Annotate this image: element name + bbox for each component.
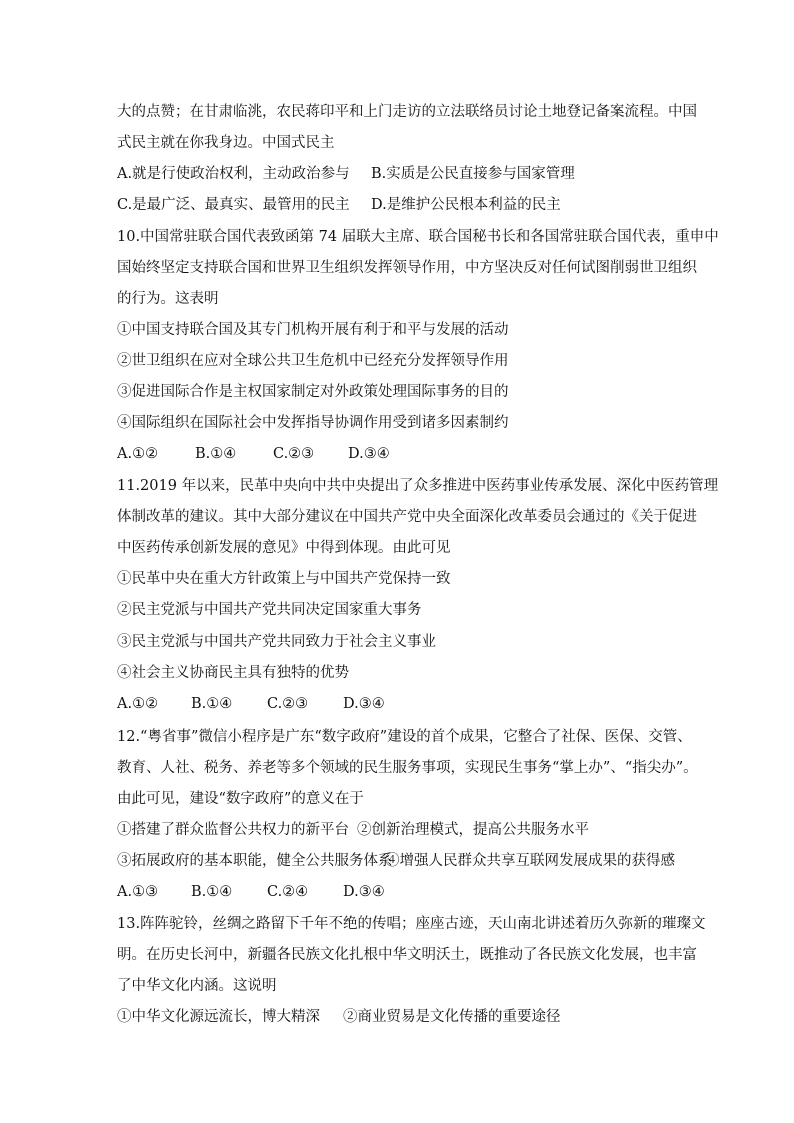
q10-stem-line: 的行为。这表明 [117, 291, 219, 307]
q12-item: ③拓展政府的基本职能，健全公共服务体系 [117, 853, 393, 869]
q13-item: ②商业贸易是文化传播的重要途径 [343, 1009, 561, 1025]
q9-option-c: C.是最广泛、最真实、最管用的民主 [117, 197, 350, 213]
q10-stem-line: 10.中国常驻联合国代表致函第 74 届联大主席、联合国秘书长和各国常驻联合国代表，重申中 [117, 229, 719, 245]
q13-items-row [117, 1007, 561, 1027]
q10-option-b: B.①④ [195, 446, 237, 462]
q12-options-row [117, 882, 385, 902]
q11-stem-line: 中医药传承创新发展的意见》中得到体现。由此可见 [117, 540, 451, 556]
q12-stem-line: 教育、人社、税务、养老等多个领域的民生服务事项，实现民生事务“掌上办”、“指尖办”。 [117, 760, 698, 776]
q11-item: ③民主党派与中国共产党共同致力于社会主义事业 [117, 634, 436, 650]
q12-item: ④增强人民群众共享互联网发展成果的获得感 [385, 853, 675, 869]
q9-options-row [117, 195, 561, 215]
q9-option-b: B.实质是公民直接参与国家管理 [371, 166, 575, 182]
q13-stem-line: 明。在历史长河中，新疆各民族文化扎根中华文明沃土，既推动了各民族文化发展，也丰富 [117, 947, 697, 963]
q11-options-row [117, 694, 385, 714]
q13-item: ①中华文化源远流长，博大精深 [117, 1009, 320, 1025]
q12-item: ①搭建了群众监督公共权力的新平台 [117, 822, 349, 838]
q11-item: ④社会主义协商民主具有独特的优势 [117, 665, 349, 681]
q11-stem-line: 体制改革的建议。其中大部分建议在中国共产党中央全面深化改革委员会通过的《关于促进 [117, 509, 697, 525]
q11-option-a: A.①② [117, 696, 159, 712]
q12-option-a: A.①③ [117, 884, 159, 900]
q9-options-row [117, 164, 575, 184]
q12-stem-line: 由此可见，建设“数字政府”的意义在于 [117, 791, 364, 807]
q10-options-row [117, 444, 390, 464]
q10-stem-line: 国始终坚定支持联合国和世界卫生组织发挥领导作用，中方坚决反对任何试图削弱世卫组织 [117, 260, 697, 276]
q10-item: ①中国支持联合国及其专门机构开展有利于和平与发展的活动 [117, 322, 509, 338]
q10-option-c: C.②③ [273, 446, 315, 462]
q12-option-b: B.①④ [191, 884, 233, 900]
q12-items-row [117, 820, 589, 840]
q10-item: ④国际组织在国际社会中发挥指导协调作用受到诸多因素制约 [117, 415, 509, 431]
q13-stem-line: 了中华文化内涵。这说明 [117, 978, 277, 994]
q11-option-d: D.③④ [343, 696, 385, 712]
q10-option-a: A.①② [117, 446, 159, 462]
q12-option-c: C.②④ [267, 884, 309, 900]
q13-stem-line: 13.阵阵驼铃，丝绸之路留下千年不绝的传唱；座座古迹，天山南北讲述着历久弥新的璀璨文 [117, 916, 706, 932]
q9-stem-line: 式民主就在你我身边。中国式民主 [117, 135, 335, 151]
q12-items-row [117, 851, 675, 871]
q11-option-c: C.②③ [267, 696, 309, 712]
q9-option-a: A.就是行使政治权利，主动政治参与 [117, 166, 350, 182]
q12-option-d: D.③④ [343, 884, 385, 900]
q11-item: ②民主党派与中国共产党共同决定国家重大事务 [117, 602, 422, 618]
q10-item: ③促进国际合作是主权国家制定对外政策处理国际事务的目的 [117, 384, 509, 400]
q9-stem-line: 大的点赞；在甘肃临洮，农民蒋印平和上门走访的立法联络员讨论土地登记备案流程。中国 [117, 104, 697, 120]
q9-option-d: D.是维护公民根本利益的民主 [371, 197, 561, 213]
q11-item: ①民革中央在重大方针政策上与中国共产党保持一致 [117, 571, 451, 587]
q11-option-b: B.①④ [191, 696, 233, 712]
q10-option-d: D.③④ [348, 446, 390, 462]
q10-item: ②世卫组织在应对全球公共卫生危机中已经充分发挥领导作用 [117, 353, 509, 369]
q12-item: ②创新治理模式，提高公共服务水平 [357, 822, 589, 838]
q11-stem-line: 11.2019 年以来，民革中央向中共中央提出了众多推进中医药事业传承发展、深化中医药管理 [117, 478, 719, 494]
q12-stem-line: 12.“粤省事”微信小程序是广东“数字政府”建设的首个成果，它整合了社保、医保、交管、 [117, 729, 692, 745]
